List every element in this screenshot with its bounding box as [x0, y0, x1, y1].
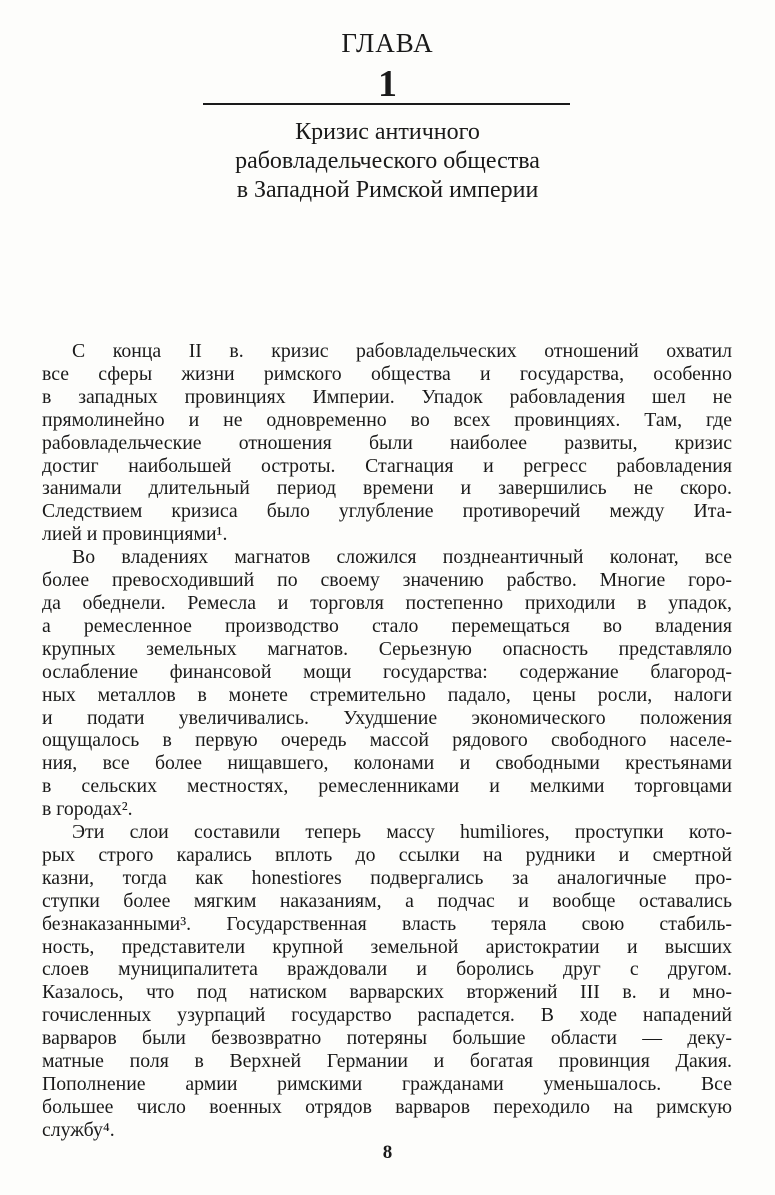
text-line: ных металлов в монете стремительно падало, цены росли, налоги	[42, 683, 732, 706]
paragraph	[42, 821, 732, 1142]
text-line: варваров были безвозвратно потеряны большие области — деку-	[42, 1027, 732, 1050]
text-line: слоев муниципалитета враждовали и боролись друг с другом.	[42, 958, 732, 981]
text-line: в западных провинциях Империи. Упадок рабовладения шел не	[42, 385, 732, 408]
text-line: прямолинейно и не одновременно во всех провинциях. Там, где	[42, 408, 732, 431]
text-line: в сельских местностях, ремесленниками и мелкими торговцами	[42, 775, 732, 798]
page-number: 8	[382, 1142, 393, 1163]
text-line: ность, представители крупной земельной аристократии и высших	[42, 935, 732, 958]
text-line: ступки более мягким наказаниям, а подчас и вообще оставались	[42, 889, 732, 912]
text-line: гочисленных узурпаций государство распадется. В ходе нападений	[42, 1004, 732, 1027]
text-line: да обеднели. Ремесла и торговля постепенно приходили в упадок,	[42, 591, 732, 614]
chapter-title-line: рабовладельческого общества	[235, 148, 540, 174]
text-line: Во владениях магнатов сложился позднеантичный колонат, все	[72, 546, 732, 569]
text-line: безнаказанными³. Государственная власть теряла свою стабиль-	[42, 912, 732, 935]
text-line: большее число военных отрядов варваров переходило на римскую	[42, 1095, 732, 1118]
text-line: Казалось, что под натиском варварских вторжений III в. и мно-	[42, 981, 732, 1004]
chapter-number: 1	[378, 63, 397, 105]
text-line: службу⁴.	[42, 1118, 115, 1141]
text-line: ощущалось в первую очередь массой рядового свободного населе-	[42, 729, 732, 752]
text-line: более превосходивший по своему значению рабство. Многие горо-	[42, 569, 732, 592]
chapter-title-line: в Западной Римской империи	[236, 177, 539, 203]
chapter-title	[0, 118, 775, 205]
paragraph	[42, 546, 732, 821]
text-line: матные поля в Верхней Германии и богатая провинция Дакия.	[42, 1050, 732, 1073]
text-line: крупных земельных магнатов. Серьезную опасность представляло	[42, 637, 732, 660]
body-text	[42, 340, 732, 1142]
text-line: рых строго карались вплоть до ссылки на рудники и смертной	[42, 843, 732, 866]
text-line: в городах².	[42, 798, 133, 821]
text-line: ния, все более нищавшего, колонами и свободными крестьянами	[42, 752, 732, 775]
text-line: а ремесленное производство стало перемещаться во владения	[42, 614, 732, 637]
text-line: все сферы жизни римского общества и государства, особенно	[42, 362, 732, 385]
text-line: достиг наибольшей остроты. Стагнация и регресс рабовладения	[42, 454, 732, 477]
text-line: С конца II в. кризис рабовладельческих отношений охватил	[72, 340, 732, 362]
text-line: и подати увеличивались. Ухудшение экономического положения	[42, 706, 732, 729]
text-line: занимали длительный период времени и завершились не скоро.	[42, 477, 732, 500]
text-line: Эти слои составили теперь массу humiliores, проступки кото-	[72, 821, 732, 844]
chapter-title-line: Кризис античного	[295, 119, 480, 145]
text-line: рабовладельческие отношения были наиболее развиты, кризис	[42, 431, 732, 454]
text-line: Пополнение армии римскими гражданами уменьшалось. Все	[42, 1073, 732, 1095]
text-line: казни, тогда как honestiores подвергались за аналогичные про-	[42, 866, 732, 889]
text-line: Следствием кризиса было углубление противоречий между Ита-	[42, 500, 732, 523]
chapter-heading: ГЛАВА	[341, 28, 434, 58]
text-line: лией и провинциями¹.	[42, 523, 228, 546]
text-line: ослабление финансовой мощи государства: содержание благород-	[42, 660, 732, 683]
heading-rule	[203, 103, 570, 105]
paragraph	[42, 340, 732, 546]
